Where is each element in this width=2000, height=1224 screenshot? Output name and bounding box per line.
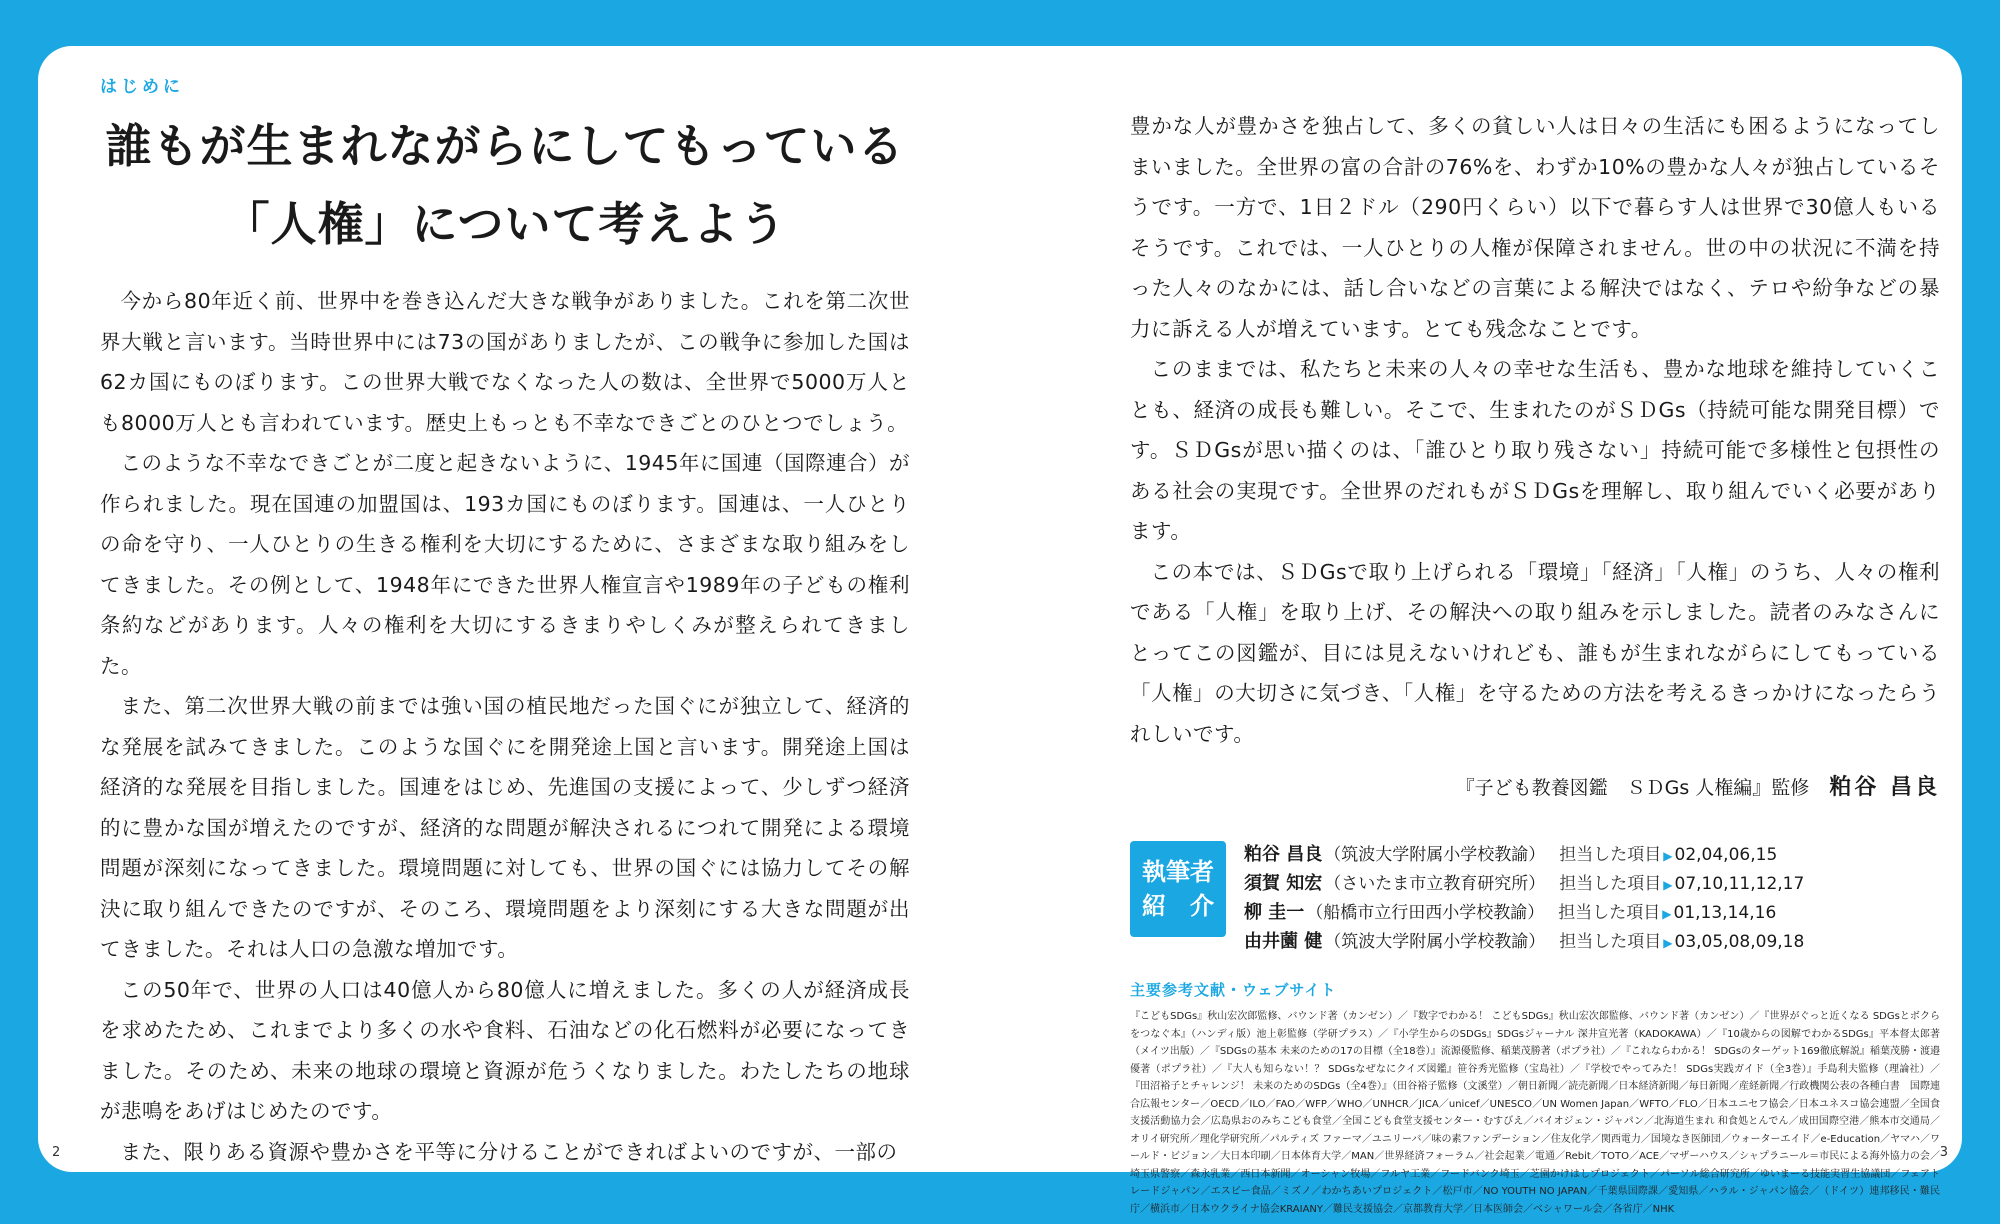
arrow-right-icon: ▶ xyxy=(1663,936,1673,950)
author-items: 01,13,14,16 xyxy=(1673,903,1777,923)
author-row xyxy=(1244,928,1804,957)
paragraph: このような不幸なできごとが二度と起きないように、1945年に国連（国際連合）が作られました。現在国連の加盟国は、193カ国にものぼります。国連は、一人ひとりの命を守り、一人ひとりの生きる権利を大切にするために、さまざまな取り組みをしてきました。その例として、1948年にできた世界人権宣言や1989年の子どもの権利条約などがあります。人々の権利を大切にするきまりやしくみが整えられてきました。 xyxy=(100,451,910,678)
signature xyxy=(1130,770,1940,801)
book-spread xyxy=(38,46,1962,1215)
right-page-column xyxy=(1130,106,1940,1218)
author-name: 須賀 知宏 xyxy=(1244,873,1323,894)
paragraph: また、第二次世界大戦の前までは強い国の植民地だった国ぐにが独立して、経済的な発展を試みてきました。このような国ぐにを開発途上国と言います。開発途上国は経済的な発展を目指しました。国連をはじめ、先進国の支援によって、少しずつ経済的に豊かな国が増えたのですが、経済的な問題が解決されるにつれて開発による環境問題が深刻になってきました。環境問題に対しても、世界の国ぐには協力してその解決に取り組んできたのですが、そのころ、環境問題をより深刻にする大きな問題が出てきました。それは人口の急激な増加です。 xyxy=(100,694,910,961)
authors-section xyxy=(1130,841,1940,957)
title-line-2: 「人権」について考えよう xyxy=(223,197,787,251)
author-items: 07,10,11,12,17 xyxy=(1674,874,1805,894)
title-line-1: 誰もが生まれながらにしてもっている xyxy=(105,119,905,173)
author-name: 粕谷 昌良 xyxy=(1244,844,1323,865)
author-affiliation: （船橋市立行田西小学校教諭） xyxy=(1306,903,1545,923)
author-row xyxy=(1244,870,1804,899)
author-role: 担当した項目 xyxy=(1559,932,1662,952)
author-affiliation: （さいたま市立教育研究所） xyxy=(1324,874,1546,894)
right-body-text xyxy=(1130,106,1940,754)
page-title xyxy=(100,107,910,263)
left-page-column xyxy=(100,72,910,1172)
references-title: 主要参考文献・ウェブサイト xyxy=(1130,981,1337,999)
signature-book: 『子ども教養図鑑 ＳＤGs 人権編』監修 xyxy=(1455,777,1810,799)
author-role: 担当した項目 xyxy=(1558,903,1661,923)
references-text: 『こどもSDGs』秋山宏次郎監修、バウンド著（カンゼン）／『数字でわかる！ こどもSDGs』秋山宏次郎監修、バウンド著（カンゼン）／『世界がぐっと近くなる SDGsとボクらをつなぐ本』（ハンディ版）池上彰監修（学研プラス）／『小学生からのSDGs』SDGsジャーナル 深井宣光著（KADOKAWA）／『10歳からの図解でわかるSDGs』平本督太郎著（メイツ出版）／『SDGsの基本 未来のための17の目標（全18巻）』流源優監修、稲葉茂勝著（ポプラ社）／『これならわかる！ SDGsのターゲット169徹底解説』稲葉茂勝・渡邉優著（ポプラ社）／『大人も知らない！？ SDGsなぜなにクイズ図鑑』笹谷秀光監修（宝島社）／『学校でやってみた！ SDGs実践ガイド（全3巻）』手島利夫監修（理論社）／『田沼裕子とチャレンジ！ 未来のためのSDGs（全4巻）』（田谷裕子監修（文溪堂）／朝日新聞／読売新聞／日本経済新聞／毎日新聞／産経新聞／行政機関公表の各種白書 国際連合広報センター／OECD／ILO／FAO／WFP／WHO／UNHCR／JICA／unicef／UNESCO／UN Women Japan／WFTO／FLO／日本ユニセフ協会／日本ユネスコ協会連盟／全国食支援活動協力会／広島県おのみちこども食堂／全国こども食堂支援センター・むすびえ／バイオジェン・ジャパン／北海道生まれ 和食処とんでん／成田国際空港／熊本市交通局／オリイ研究所／理化学研究所／パルティズ ファーマ／ユニリーバ／味の素ファンデーション／住友化学／関西電力／国境なき医師団／ウォーターエイド／e-Education／ヤマハ／ワールド・ビジョン／大日本印刷／日本体育大学／MAN／世界経済フォーラム／社会起業／電通／Rebit／TOTO／ACE／マザーハウス／シャプラニール＝市民による海外協力の会／埼玉県警察／森永乳業／西日本新聞／オーシャン牧場／フルヤ工業／フードバンク埼玉／芝園かけはしプロジェクト／パーソル総合研究所／ゆいまーる技能実習生協議団／フェアトレードジャパン／エスビー食品／ミズノ／わかちあいプロジェクト／松戸市／NO YOUTH NO JAPAN／千葉県国際課／愛知県／ハラル・ジャパン協会／（ドイツ）連邦移民・難民庁／横浜市／日本ウクライナ協会KRAIANY／難民支援協会／京都教育大学／日本医師会／ベシャワール会／各省庁／NHK xyxy=(1130,1011,1940,1215)
author-affiliation: （筑波大学附属小学校教諭） xyxy=(1324,845,1546,865)
author-name: 柳 圭一 xyxy=(1244,902,1305,923)
authors-list xyxy=(1244,841,1804,957)
author-items: 02,04,06,15 xyxy=(1674,845,1778,865)
authors-badge-line2: 紹 介 xyxy=(1142,892,1214,920)
author-role: 担当した項目 xyxy=(1559,874,1662,894)
paragraph: このままでは、私たちと未来の人々の幸せな生活も、豊かな地球を維持していくことも、経済の成長も難しい。そこで、生まれたのがＳＤGs（持続可能な開発目標）です。ＳＤGsが思い描くのは、「誰ひとり取り残さない」持続可能で多様性と包摂性のある社会の実現です。全世界のだれもがＳＤGsを理解し、取り組んでいく必要があります。 xyxy=(1130,357,1940,543)
arrow-right-icon: ▶ xyxy=(1663,878,1673,892)
author-items: 03,05,08,09,18 xyxy=(1674,932,1805,952)
page-number-right: 3 xyxy=(1939,1145,1948,1160)
paragraph: この本では、ＳＤGsで取り上げられる「環境」「経済」「人権」のうち、人々の権利である「人権」を取り上げ、その解決への取り組みを示しました。読者のみなさんにとってこの図鑑が、目には見えないけれども、誰もが生まれながらにしてもっている「人権」の大切さに気づき、「人権」を守るための方法を考えるきっかけになったらうれしいです。 xyxy=(1130,559,1940,746)
left-body-text xyxy=(100,281,910,1172)
paragraph: この50年で、世界の人口は40億人から80億人に増えました。多くの人が経済成長を求めたため、これまでより多くの水や食料、石油などの化石燃料が必要になってきました。そのため、未来の地球の環境と資源が危うくなりました。わたしたちの地球が悲鳴をあげはじめたのです。 xyxy=(100,977,910,1123)
arrow-right-icon: ▶ xyxy=(1663,849,1673,863)
section-label: はじめに xyxy=(100,77,184,97)
author-role: 担当した項目 xyxy=(1559,845,1662,865)
authors-badge xyxy=(1130,841,1226,937)
signature-name: 粕谷 昌良 xyxy=(1829,775,1940,800)
author-name: 由井薗 健 xyxy=(1244,931,1323,952)
paragraph: また、限りある資源や豊かさを平等に分けることができればよいのですが、一部の xyxy=(120,1139,898,1164)
page-number-left: 2 xyxy=(52,1145,61,1160)
paragraph: 今から80年近く前、世界中を巻き込んだ大きな戦争がありました。これを第二次世界大戦と言います。当時世界中には73の国がありましたが、この戦争に参加した国は62カ国にものぼります。この世界大戦でなくなった人の数は、全世界で5000万人とも8000万人とも言われています。歴史上もっとも不幸なできごとのひとつでしょう。 xyxy=(100,289,910,435)
paragraph: 豊かな人が豊かさを独占して、多くの貧しい人は日々の生活にも困るようになってしまいました。全世界の富の合計の76%を、わずか10%の豊かな人々が独占しているそうです。一方で、1日２ドル（290円くらい）以下で暮らす人は世界で30億人もいるそうです。これでは、一人ひとりの人権が保障されません。世の中の状況に不満を持った人々のなかには、話し合いなどの言葉による解決ではなく、テロや紛争などの暴力に訴える人が増えています。とても残念なことです。 xyxy=(1130,114,1940,341)
author-row xyxy=(1244,841,1804,870)
author-affiliation: （筑波大学附属小学校教諭） xyxy=(1324,932,1546,952)
author-row xyxy=(1244,899,1804,928)
authors-badge-line1: 執筆者 xyxy=(1142,858,1214,886)
arrow-right-icon: ▶ xyxy=(1662,907,1672,921)
